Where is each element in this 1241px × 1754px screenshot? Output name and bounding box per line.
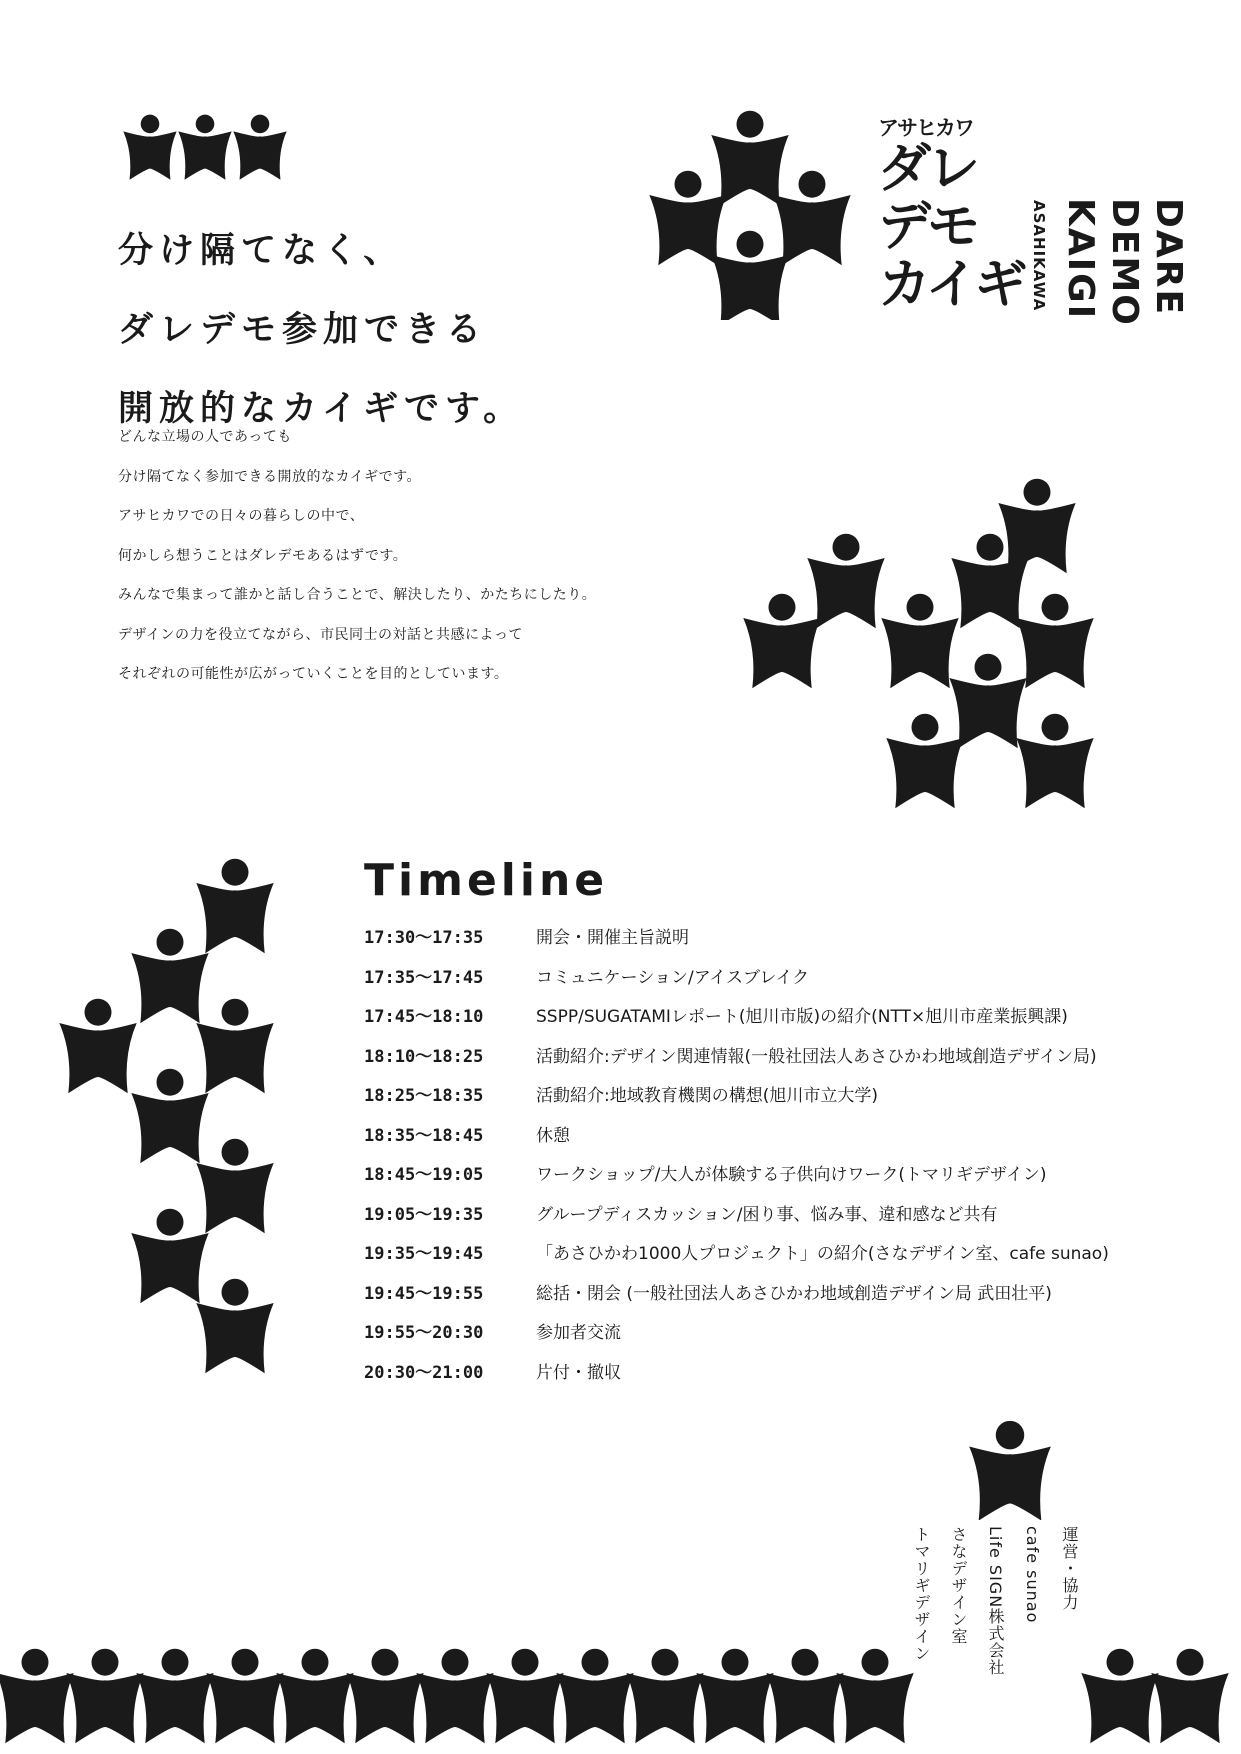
logo-en-line: KAIGI — [1060, 198, 1101, 321]
body-line: それぞれの可能性が広がっていくことを目的としています。 — [118, 666, 509, 682]
timeline-title: Timeline — [364, 855, 609, 906]
person-figure-icon — [136, 1649, 213, 1744]
timeline-row — [364, 968, 1109, 1008]
timeline-row — [364, 1284, 1109, 1324]
timeline-row — [364, 1205, 1109, 1245]
person-figure-icon — [196, 859, 273, 954]
timeline-time: 19:05〜19:35 — [364, 1204, 484, 1225]
timeline-item: 開会・開催主旨説明 — [536, 928, 689, 948]
person-figure-icon — [766, 1649, 843, 1744]
timeline-item: 休憩 — [536, 1125, 570, 1146]
timeline-list — [364, 928, 1109, 1402]
person-figure-icon — [0, 1649, 74, 1744]
person-figure-icon — [131, 1209, 208, 1304]
person-figure-icon — [1016, 714, 1093, 809]
timeline-time: 17:45〜18:10 — [364, 1007, 484, 1027]
person-figure-icon — [711, 231, 788, 320]
credit-line: cafe sunao — [1023, 1526, 1042, 1624]
timeline-item: コミュニケーション/アイスブレイク — [536, 967, 810, 988]
timeline-item: 活動紹介:デザイン関連情報(一般社団法人あさひかわ地域創造デザイン局) — [536, 1046, 1097, 1067]
body-line: どんな立場の人であっても — [118, 429, 292, 445]
timeline-time: 17:35〜17:45 — [364, 967, 484, 988]
person-figure-icon — [886, 714, 963, 809]
body-line: デザインの力を役立てながら、市民同士の対話と共感によって — [118, 626, 524, 643]
timeline-item: 参加者交流 — [536, 1323, 621, 1343]
person-figure-icon — [881, 594, 958, 689]
timeline-row — [364, 1165, 1109, 1205]
logo-en-line: DEMO — [1104, 198, 1145, 327]
logo-mark — [640, 100, 860, 320]
timeline-time: 19:45〜19:55 — [364, 1283, 484, 1304]
timeline-item: 片付・撤収 — [536, 1362, 621, 1383]
person-figure-icon — [743, 594, 820, 689]
timeline-row — [364, 1086, 1109, 1126]
person-figure-icon — [233, 115, 286, 180]
timeline-time: 18:10〜18:25 — [364, 1046, 484, 1067]
logo-wordmark-jp — [878, 116, 1023, 314]
timeline-row — [364, 1047, 1109, 1087]
logo-wordmark-en — [1060, 198, 1188, 327]
intro-paragraph — [118, 430, 596, 707]
person-figure-icon — [836, 1649, 913, 1744]
timeline-item: 総括・閉会 (一般社団法人あさひかわ地域創造デザイン局 武田壮平) — [536, 1283, 1052, 1304]
logo-en-line: DARE — [1148, 198, 1189, 317]
person-figure-icon — [711, 111, 788, 206]
person-figure-icon — [486, 1649, 563, 1744]
credit-line: トマリギデザイン — [912, 1526, 931, 1662]
timeline-row — [364, 1126, 1109, 1166]
bottom-figure-row — [0, 1610, 1241, 1754]
person-figure-icon — [969, 1421, 1051, 1520]
body-line: 分け隔てなく参加できる開放的なカイギです。 — [118, 468, 421, 485]
body-line: 何かしら想うことはダレデモあるはずです。 — [118, 547, 408, 564]
person-figure-icon — [649, 171, 726, 266]
timeline-time: 18:35〜18:45 — [364, 1125, 484, 1146]
person-figure-icon — [626, 1649, 703, 1744]
person-figure-icon — [123, 115, 176, 180]
person-figure-icon — [1016, 594, 1093, 689]
timeline-item: 「あさひかわ1000人プロジェクト」の紹介(さなデザイン室、cafe sunao) — [536, 1244, 1109, 1264]
person-figure-icon — [276, 1649, 353, 1744]
person-figure-icon — [1151, 1649, 1228, 1744]
timeline-time: 18:25〜18:35 — [364, 1086, 484, 1106]
timeline-time: 18:45〜19:05 — [364, 1165, 484, 1185]
credit-line: さなデザイン室 — [949, 1526, 968, 1645]
timeline-row — [364, 928, 1109, 968]
tagline-line: 分け隔てなく、 — [118, 231, 405, 271]
person-figure-icon — [949, 654, 1026, 749]
logo-en-small: ASAHIKAWA — [1030, 200, 1048, 312]
logo-jp-line: デモ — [878, 196, 976, 257]
timeline-row — [364, 1007, 1109, 1047]
credits-figure — [955, 1410, 1065, 1520]
logo-jp-small: アサヒカワ — [878, 116, 973, 140]
person-figure-icon — [196, 1139, 273, 1234]
person-figure-icon — [178, 115, 231, 180]
person-figure-icon — [807, 534, 884, 629]
person-figure-icon — [196, 1279, 273, 1374]
person-figure-icon — [998, 479, 1075, 574]
person-figure-icon — [1081, 1649, 1158, 1744]
timeline-time: 19:55〜20:30 — [364, 1323, 484, 1343]
logo-jp-line: ダレ — [878, 138, 976, 199]
person-figure-icon — [206, 1649, 283, 1744]
top-left-figures — [0, 0, 320, 200]
body-line: みんなで集まって誰かと話し合うことで、解決したり、かたちにしたり。 — [118, 587, 597, 603]
person-figure-icon — [131, 1069, 208, 1164]
person-figure-icon — [556, 1649, 633, 1744]
person-figure-icon — [59, 999, 136, 1093]
person-figure-icon — [196, 999, 273, 1093]
timeline-row — [364, 1323, 1109, 1363]
credit-line: 運営・協力 — [1060, 1526, 1079, 1611]
person-figure-icon — [416, 1649, 493, 1744]
timeline-item: 活動紹介:地域教育機関の構想(旭川市立大学) — [536, 1086, 878, 1106]
timeline-time: 17:30〜17:35 — [364, 928, 484, 948]
tagline-line: 開放的なカイギです。 — [118, 389, 525, 429]
timeline-row — [364, 1244, 1109, 1284]
tagline-line: ダレデモ参加できる — [118, 310, 488, 350]
right-figure-cluster — [740, 460, 1190, 860]
body-line: アサヒカワでの日々の暮らしの中で、 — [118, 508, 365, 524]
person-figure-icon — [66, 1649, 143, 1744]
person-figure-icon — [346, 1649, 423, 1744]
person-figure-icon — [773, 171, 850, 266]
timeline-item: ワークショップ/大人が体験する子供向けワーク(トマリギデザイン) — [536, 1165, 1047, 1185]
timeline-item: グループディスカッション/困り事、悩み事、違和感など共有 — [536, 1204, 998, 1225]
timeline-time: 19:35〜19:45 — [364, 1244, 484, 1264]
timeline-item: SSPP/SUGATAMIレポート(旭川市版)の紹介(NTT×旭川市産業振興課) — [536, 1007, 1068, 1027]
logo-jp-line: カイギ — [878, 254, 1024, 315]
person-figure-icon — [696, 1649, 773, 1744]
person-figure-icon — [131, 929, 208, 1024]
timeline-time: 20:30〜21:00 — [364, 1362, 484, 1383]
credit-line: Life SIGN株式会社 — [986, 1526, 1005, 1677]
timeline-row — [364, 1363, 1109, 1403]
left-figure-cluster — [40, 840, 300, 1380]
